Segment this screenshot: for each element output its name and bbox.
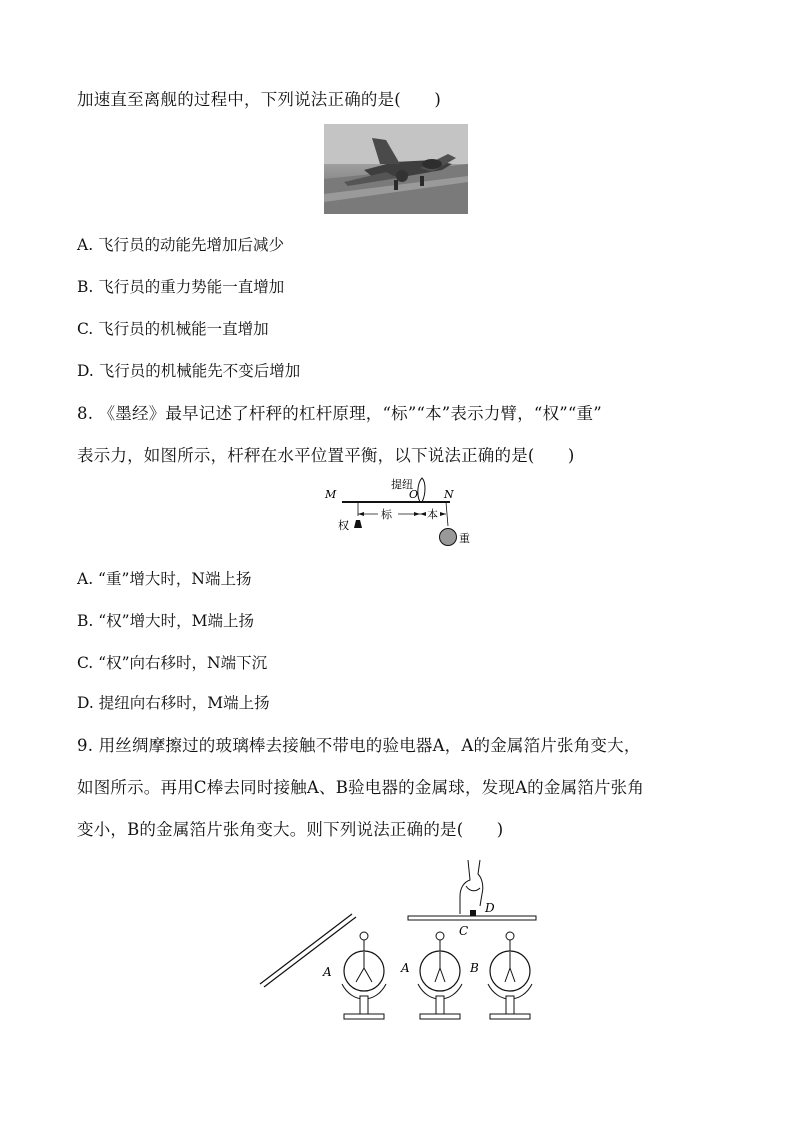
q8-option-c: C. “权”向右移时，N端下沉 [77, 654, 268, 672]
label-tiniu: 提纽 [391, 478, 413, 491]
label-a-right: A [401, 961, 410, 975]
electroscope-figure [256, 856, 556, 1026]
hand-holding-d [460, 860, 483, 914]
harrier-jet-photo [324, 124, 468, 214]
label-zhong: 重 [459, 532, 470, 545]
electroscope-a-left [342, 932, 386, 1019]
insulating-handle-d [470, 910, 476, 916]
q8-option-b: B. “权”增大时，M端上扬 [77, 612, 254, 630]
conducting-rod-c [408, 916, 536, 920]
label-m: M [325, 488, 337, 501]
q9-stem-line-1: 9. 用丝绸摩擦过的玻璃棒去接触不带电的验电器A，A的金属箔片张角变大， [77, 736, 641, 755]
label-a-left: A [323, 965, 332, 979]
electroscope-a-right [418, 932, 462, 1019]
q8-stem-line-1: 8. 《墨经》最早记述了杆秤的杠杆原理，“标”“本”表示力臂，“权”“重” [77, 404, 602, 423]
label-biao: 标 [381, 508, 392, 521]
weight-zhong [440, 529, 457, 546]
q8-stem-line-2: 表示力，如图所示，杆秤在水平位置平衡，以下说法正确的是( ) [77, 446, 575, 465]
jet-illustration [324, 124, 468, 214]
q7-option-a: A. 飞行员的动能先增加后减少 [77, 236, 285, 254]
lifting-cord [418, 478, 425, 502]
label-o: O [409, 488, 419, 501]
label-d: D [485, 901, 495, 915]
steelyard-figure [320, 474, 480, 552]
q7-stem-end: 加速直至离舰的过程中，下列说法正确的是( ) [77, 90, 441, 109]
q7-option-d: D. 飞行员的机械能先不变后增加 [77, 362, 301, 380]
q9-stem-line-2: 如图所示。再用C棒去同时接触A、B验电器的金属球，发现A的金属箔片张角 [77, 778, 645, 797]
label-n: N [444, 488, 454, 501]
q7-option-c: C. 飞行员的机械能一直增加 [77, 320, 269, 338]
q8-option-a: A. “重”增大时，N端上扬 [77, 570, 252, 588]
glass-rod [260, 914, 356, 987]
label-ben: 本 [427, 508, 438, 521]
label-c: C [459, 924, 469, 938]
electroscope-b [488, 932, 532, 1019]
weight-quan [354, 520, 362, 528]
q7-option-b: B. 飞行员的重力势能一直增加 [77, 278, 285, 296]
q8-option-d: D. 提纽向右移时，M端上扬 [77, 694, 270, 712]
q9-stem-line-3: 变小，B的金属箔片张角变大。则下列说法正确的是( ) [77, 820, 504, 839]
label-b: B [470, 961, 479, 975]
label-quan: 权 [338, 519, 349, 532]
